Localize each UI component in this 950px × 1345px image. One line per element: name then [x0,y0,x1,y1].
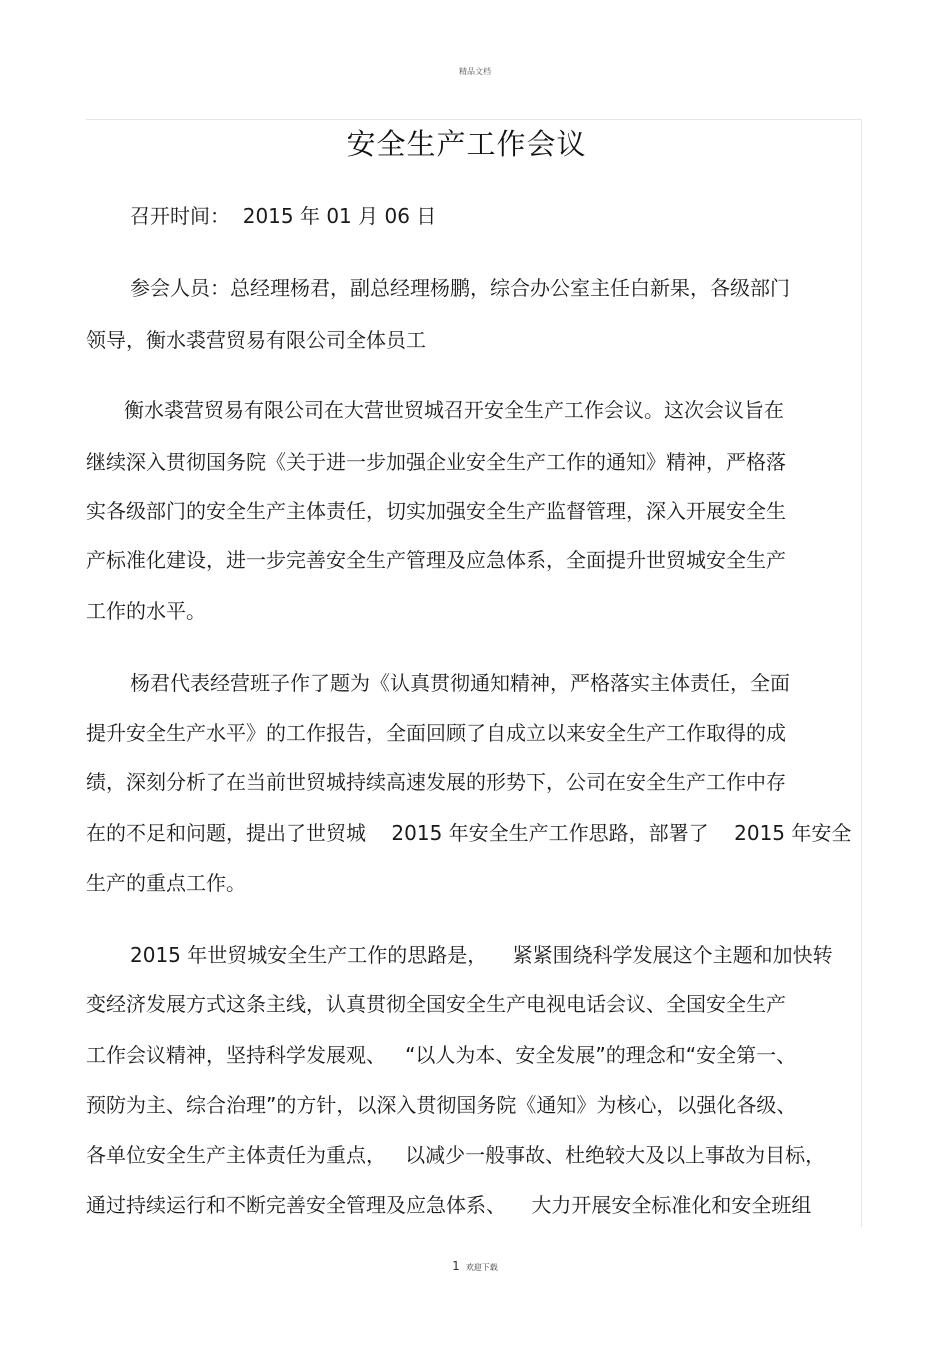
body-text-line: 领导，衡水裘营贸易有限公司全体员工 [86,328,426,352]
body-text-line: 参会人员：总经理杨君，副总经理杨鹏，综合办公室主任白新果，各级部门 [130,276,790,300]
body-text-line: 提升安全生产水平》的工作报告，全面回顾了自成立以来安全生产工作取得的成 [86,721,786,745]
footer-note: 欢迎下载 [465,1263,498,1272]
body-text-line: 产标准化建设，进一步完善安全生产管理及应急体系，全面提升世贸城安全生产 [86,548,786,572]
body-text-line: 变经济发展方式这条主线，认真贯彻全国安全生产电视电话会议、全国安全生产 [86,992,786,1016]
page-header-note: 精品文档 [459,67,491,76]
body-text-line: 实各级部门的安全生产主体责任，切实加强安全生产监督管理，深入开展安全生 [86,499,786,523]
body-text-line: 继续深入贯彻国务院《关于进一步加强企业安全生产工作的通知》精神，严格落 [86,450,786,474]
body-text-line: 工作的水平。 [86,599,206,623]
page-frame-right-border [861,119,862,1227]
body-text-line: 通过持续运行和不断完善安全管理及应急体系、 大力开展安全标准化和安全班组 [86,1193,812,1217]
body-text-line: 在的不足和问题，提出了世贸城 2015 年安全生产工作思路，部署了 2015 年安全 [86,821,852,845]
body-text-line: 召开时间： 2015 年 01 月 06 日 [130,204,437,228]
body-text-line: 工作会议精神，坚持科学发展观、 “以人为本、安全发展”的理念和“安全第一、 [86,1043,797,1067]
body-text-line: 生产的重点工作。 [86,871,246,895]
body-text-line: 各单位安全生产主体责任为重点， 以减少一般事故、杜绝较大及以上事故为目标， [86,1143,826,1167]
body-text-line: 绩，深刻分析了在当前世贸城持续高速发展的形势下，公司在安全生产工作中存 [86,770,786,794]
page-number: 1 [452,1259,460,1273]
body-text-line: 衡水裘营贸易有限公司在大营世贸城召开安全生产工作会议。这次会议旨在 [124,398,784,422]
body-text-line: 预防为主、综合治理”的方针，以深入贯彻国务院《通知》为核心，以强化各级、 [86,1093,797,1117]
page-frame-top-border [86,119,862,120]
body-text-line: 2015 年世贸城安全生产工作的思路是， 紧紧围绕科学发展这个主题和加快转 [130,943,833,967]
body-text-line: 杨君代表经营班子作了题为《认真贯彻通知精神，严格落实主体责任，全面 [130,671,790,695]
page-footer [0,1259,950,1273]
document-title: 安全生产工作会议 [346,127,587,161]
